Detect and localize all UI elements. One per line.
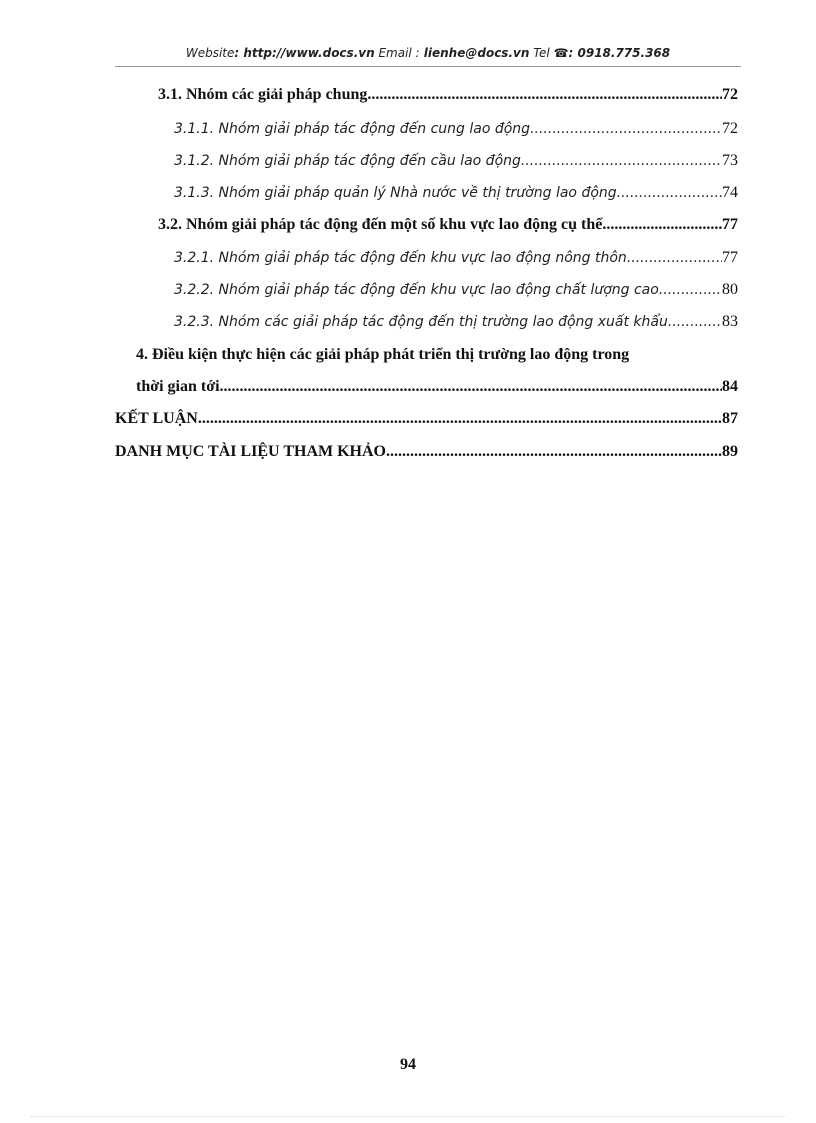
tel-value: ☎: 0918.775.368 [553, 46, 671, 60]
toc-entry-3-2-2[interactable] [174, 281, 738, 305]
toc-entry-3-1-2[interactable] [174, 152, 738, 176]
email-label: Email : [374, 46, 420, 60]
toc-entry-title: 3.1.1. Nhóm giải pháp tác động đến cung lao động [174, 121, 531, 137]
header-divider [115, 66, 741, 67]
leader-dots [617, 185, 722, 201]
leader-dots [220, 378, 722, 396]
toc-entry-page: 77 [722, 249, 738, 266]
leader-dots [386, 443, 722, 461]
leader-dots [198, 410, 722, 428]
toc-entry-title: DANH MỤC TÀI LIỆU THAM KHẢO [115, 443, 386, 460]
email-value[interactable]: lienhe@docs.vn [419, 46, 530, 60]
toc-entry-page: 74 [722, 184, 738, 201]
toc-entry-title: 3.2. Nhóm giải pháp tác động đến một số khu vực lao động cụ thể [158, 216, 603, 233]
toc-entry-title: 3.2.3. Nhóm các giải pháp tác động đến thị trường lao động xuất khẩu [174, 314, 668, 330]
leader-dots [602, 216, 722, 234]
toc-entry-page: 72 [722, 86, 738, 103]
toc-entry-page: 77 [722, 216, 738, 233]
toc-entry-3-1[interactable] [158, 86, 738, 110]
toc-entry-page: 72 [722, 120, 738, 137]
toc-entry-title: KẾT LUẬN [115, 410, 198, 427]
toc-entry-title: 3.2.2. Nhóm giải pháp tác động đến khu vực lao động chất lượng cao [174, 282, 659, 298]
toc-entry-title: 3.1.3. Nhóm giải pháp quản lý Nhà nước về thị trường lao động [174, 185, 617, 201]
toc-entry-references[interactable] [115, 443, 738, 467]
toc-entry-4-line1[interactable]: 4. Điều kiện thực hiện các giải pháp phát triển thị trường lao động trong [136, 346, 630, 363]
toc-entry-3-2-3[interactable] [174, 313, 738, 337]
toc-entry-page: 83 [722, 313, 738, 330]
leader-dots [530, 121, 722, 137]
toc-entry-3-1-3[interactable] [174, 184, 738, 208]
toc-entry-3-2-1[interactable] [174, 249, 738, 273]
toc-entry-page: 80 [722, 281, 738, 298]
toc-entry-ket-luan[interactable] [115, 410, 738, 434]
toc-entry-title: 3.1. Nhóm các giải pháp chung [158, 86, 368, 103]
website-value[interactable]: : http://www.docs.vn [234, 46, 375, 60]
leader-dots [668, 314, 722, 330]
toc-entry-page: 89 [722, 443, 738, 460]
leader-dots [627, 250, 722, 266]
footer-divider [30, 1116, 786, 1117]
toc-entry-3-2[interactable] [158, 216, 738, 240]
leader-dots [659, 282, 722, 298]
toc-entry-page: 84 [722, 378, 738, 395]
tel-label: Tel [529, 46, 554, 60]
toc-entry-page: 87 [722, 410, 738, 427]
toc-entry-3-1-1[interactable] [174, 120, 738, 144]
page-header [115, 46, 741, 60]
toc-entry-title: thời gian tới [136, 378, 220, 395]
toc-entry-title: 3.2.1. Nhóm giải pháp tác động đến khu vực lao động nông thôn [174, 250, 627, 266]
toc-entry-title: 3.1.2. Nhóm giải pháp tác động đến cầu lao động [174, 153, 521, 169]
leader-dots [367, 86, 722, 104]
toc-entry-page: 73 [722, 152, 738, 169]
leader-dots [521, 153, 722, 169]
page-number: 94 [400, 1056, 416, 1073]
website-label: Website [185, 46, 235, 60]
toc-entry-4-line2[interactable] [136, 378, 738, 402]
